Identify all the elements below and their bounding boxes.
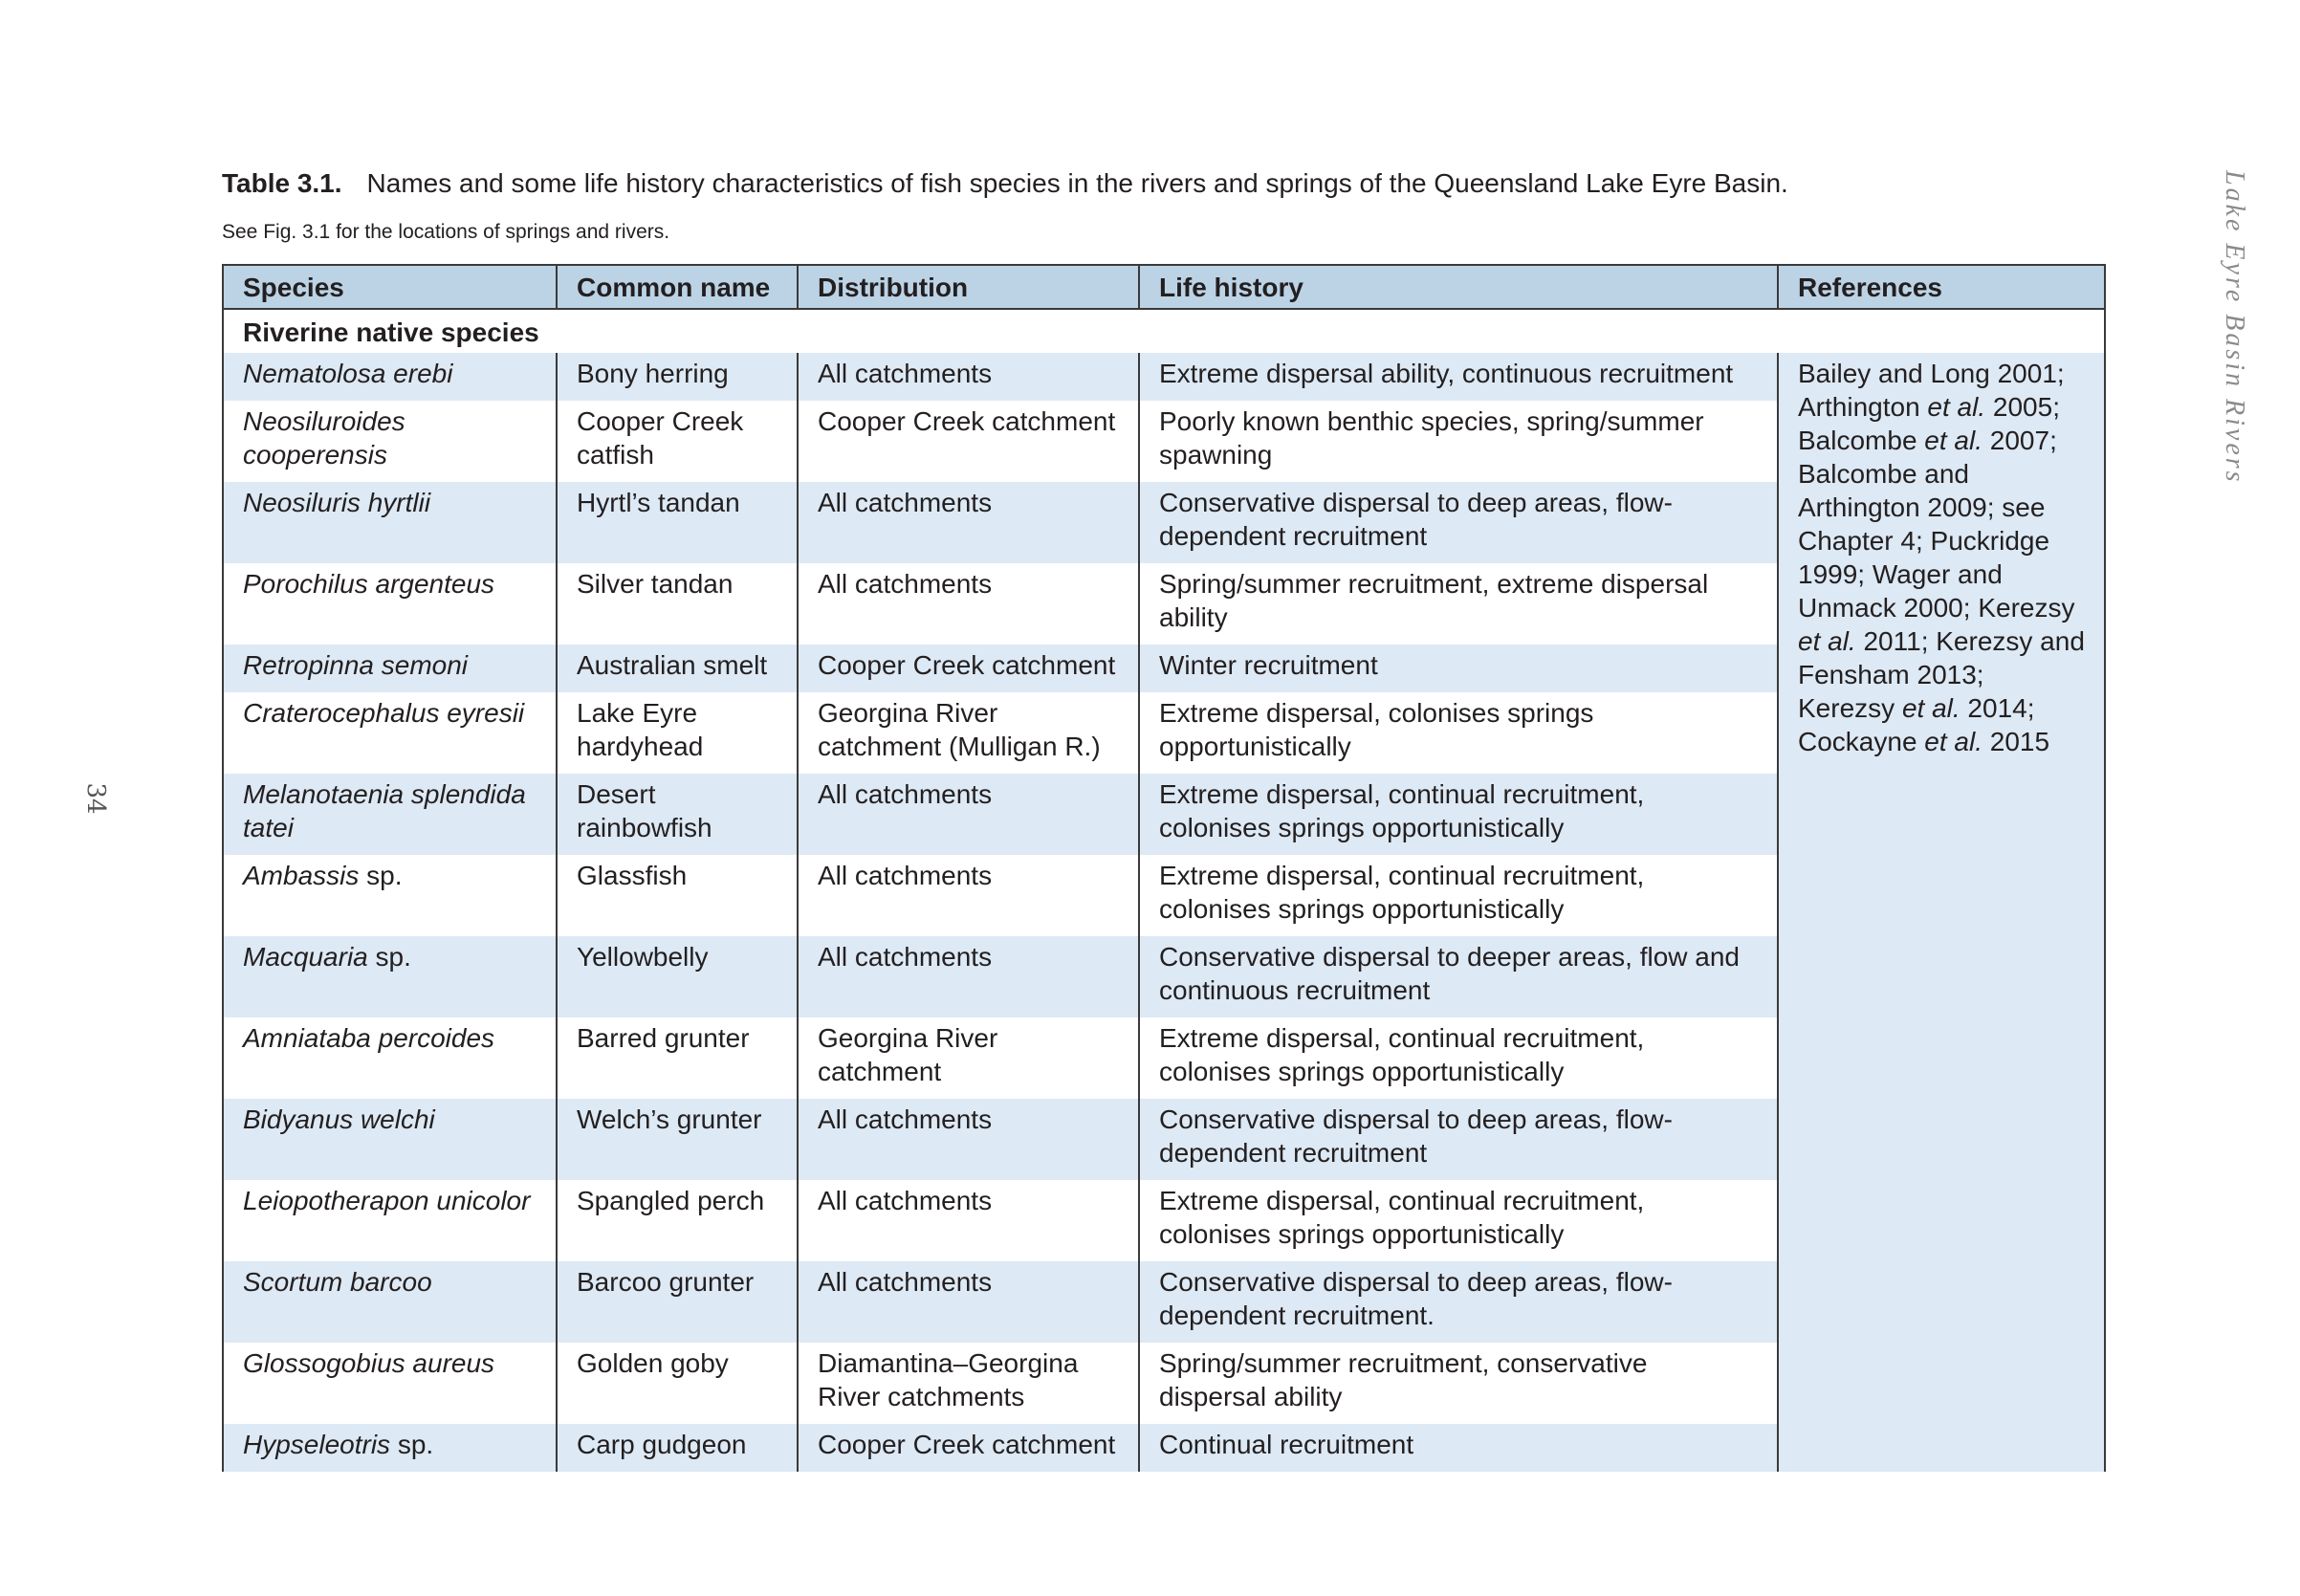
cell-common-name: Barcoo grunter [557, 1261, 798, 1343]
cell-common-name: Bony herring [557, 353, 798, 401]
cell-distribution: Cooper Creek catchment [798, 401, 1139, 482]
header-common-name: Common name [557, 265, 798, 309]
cell-distribution: All catchments [798, 1099, 1139, 1180]
header-references: References [1778, 265, 2105, 309]
cell-species [223, 1017, 557, 1099]
cell-distribution: All catchments [798, 353, 1139, 401]
cell-species [223, 1343, 557, 1424]
cell-common-name: Silver tandan [557, 563, 798, 645]
reference-fragment: et al. [1927, 392, 1986, 422]
cell-distribution: All catchments [798, 774, 1139, 855]
cell-life-history: Spring/summer recruitment, extreme dispersal ability [1139, 563, 1778, 645]
cell-life-history: Extreme dispersal, continual recruitment, colonises springs opportunistically [1139, 774, 1778, 855]
cell-common-name: Spangled perch [557, 1180, 798, 1261]
species-name: Bidyanus welchi [243, 1104, 435, 1134]
species-name: Nematolosa erebi [243, 359, 453, 388]
cell-distribution: All catchments [798, 1180, 1139, 1261]
reference-fragment: et al. [1901, 693, 1960, 723]
cell-life-history: Extreme dispersal, continual recruitment, colonises springs opportunistically [1139, 1017, 1778, 1099]
cell-distribution: Georgina River catchment (Mulligan R.) [798, 692, 1139, 774]
header-row [223, 265, 2105, 309]
species-suffix: sp. [390, 1430, 434, 1459]
cell-species [223, 1261, 557, 1343]
species-name: Hypseleotris [243, 1430, 391, 1459]
reference-fragment: 2014; Cockayne [1798, 693, 2035, 756]
cell-life-history: Conservative dispersal to deep areas, flow-dependent recruitment [1139, 1099, 1778, 1180]
reference-fragment: et al. [1924, 426, 1982, 455]
species-name: Porochilus argenteus [243, 569, 495, 599]
header-distribution: Distribution [798, 265, 1139, 309]
cell-distribution: Diamantina–Georgina River catchments [798, 1343, 1139, 1424]
reference-fragment: et al. [1924, 727, 1982, 756]
table-label: Table 3.1. [222, 168, 342, 198]
cell-species [223, 482, 557, 563]
table-title: Names and some life history characteristics of fish species in the rivers and springs of the Queensland Lake Eyre Basin. [366, 168, 1788, 198]
cell-common-name: Cooper Creek catfish [557, 401, 798, 482]
reference-fragment: 2005; Balcombe [1798, 392, 2060, 455]
cell-species [223, 1180, 557, 1261]
cell-common-name: Australian smelt [557, 645, 798, 692]
cell-distribution: Cooper Creek catchment [798, 1424, 1139, 1472]
cell-common-name: Desert rainbowfish [557, 774, 798, 855]
cell-distribution: All catchments [798, 936, 1139, 1017]
section-heading: Riverine native species [223, 309, 2105, 353]
header-life-history: Life history [1139, 265, 1778, 309]
species-name: Neosiluris hyrtlii [243, 488, 431, 517]
species-suffix: sp. [367, 942, 411, 972]
cell-species [223, 855, 557, 936]
cell-distribution: All catchments [798, 855, 1139, 936]
cell-common-name: Lake Eyre hardyhead [557, 692, 798, 774]
cell-common-name: Hyrtl’s tandan [557, 482, 798, 563]
cell-species [223, 1424, 557, 1472]
cell-common-name: Yellowbelly [557, 936, 798, 1017]
cell-references [1778, 353, 2105, 1472]
cell-life-history: Winter recruitment [1139, 645, 1778, 692]
cell-life-history: Extreme dispersal ability, continuous recruitment [1139, 353, 1778, 401]
species-name: Amniataba percoides [243, 1023, 495, 1053]
cell-life-history: Extreme dispersal, continual recruitment, colonises springs opportunistically [1139, 1180, 1778, 1261]
reference-fragment: 2011; Kerezsy and Fensham 2013; Kerezsy [1798, 626, 2085, 723]
reference-fragment: et al. [1798, 626, 1856, 656]
cell-common-name: Glassfish [557, 855, 798, 936]
cell-species [223, 645, 557, 692]
species-name: Glossogobius aureus [243, 1348, 495, 1378]
species-name: Retropinna semoni [243, 650, 469, 680]
cell-life-history: Spring/summer recruitment, conservative dispersal ability [1139, 1343, 1778, 1424]
species-name: Melanotaenia splendida tatei [243, 779, 526, 842]
cell-life-history: Extreme dispersal, continual recruitment, colonises springs opportunistically [1139, 855, 1778, 936]
section-row [223, 309, 2105, 353]
cell-species [223, 936, 557, 1017]
species-suffix: sp. [359, 861, 403, 890]
cell-life-history: Extreme dispersal, colonises springs opportunistically [1139, 692, 1778, 774]
running-head: Lake Eyre Basin Rivers [2220, 170, 2249, 485]
species-name: Scortum barcoo [243, 1267, 432, 1297]
fish-species-table [222, 264, 2106, 1472]
cell-species [223, 1099, 557, 1180]
species-name: Craterocephalus eyresii [243, 698, 525, 728]
cell-life-history: Conservative dispersal to deep areas, flow-dependent recruitment [1139, 482, 1778, 563]
reference-fragment: 2015 [1982, 727, 2050, 756]
species-name: Macquaria [243, 942, 368, 972]
cell-distribution: All catchments [798, 563, 1139, 645]
cell-species [223, 774, 557, 855]
table-caption [222, 163, 2115, 205]
cell-distribution: All catchments [798, 1261, 1139, 1343]
cell-life-history: Conservative dispersal to deep areas, flow-dependent recruitment. [1139, 1261, 1778, 1343]
cell-species [223, 692, 557, 774]
cell-common-name: Carp gudgeon [557, 1424, 798, 1472]
cell-distribution: Cooper Creek catchment [798, 645, 1139, 692]
cell-species [223, 353, 557, 401]
table-row [223, 353, 2105, 401]
page-number: 34 [81, 782, 110, 815]
cell-life-history: Continual recruitment [1139, 1424, 1778, 1472]
cell-common-name: Barred grunter [557, 1017, 798, 1099]
cell-life-history: Conservative dispersal to deeper areas, flow and continuous recruitment [1139, 936, 1778, 1017]
species-name: Leiopotherapon unicolor [243, 1186, 531, 1215]
table-note: See Fig. 3.1 for the locations of springs and rivers. [222, 221, 670, 243]
species-name: Ambassis [243, 861, 360, 890]
cell-common-name: Golden goby [557, 1343, 798, 1424]
cell-distribution: All catchments [798, 482, 1139, 563]
cell-distribution: Georgina River catchment [798, 1017, 1139, 1099]
cell-common-name: Welch’s grunter [557, 1099, 798, 1180]
species-name: Neosiluroides cooperensis [243, 406, 405, 470]
cell-life-history: Poorly known benthic species, spring/summer spawning [1139, 401, 1778, 482]
cell-species [223, 563, 557, 645]
cell-species [223, 401, 557, 482]
reference-fragment: Bailey and Long 2001; Arthington [1798, 359, 2065, 422]
header-species: Species [223, 265, 557, 309]
reference-fragment: 2007; Balcombe and Arthington 2009; see Chapter 4; Puckridge 1999; Wager and Unmack 2000; Kerezsy [1798, 426, 2075, 623]
